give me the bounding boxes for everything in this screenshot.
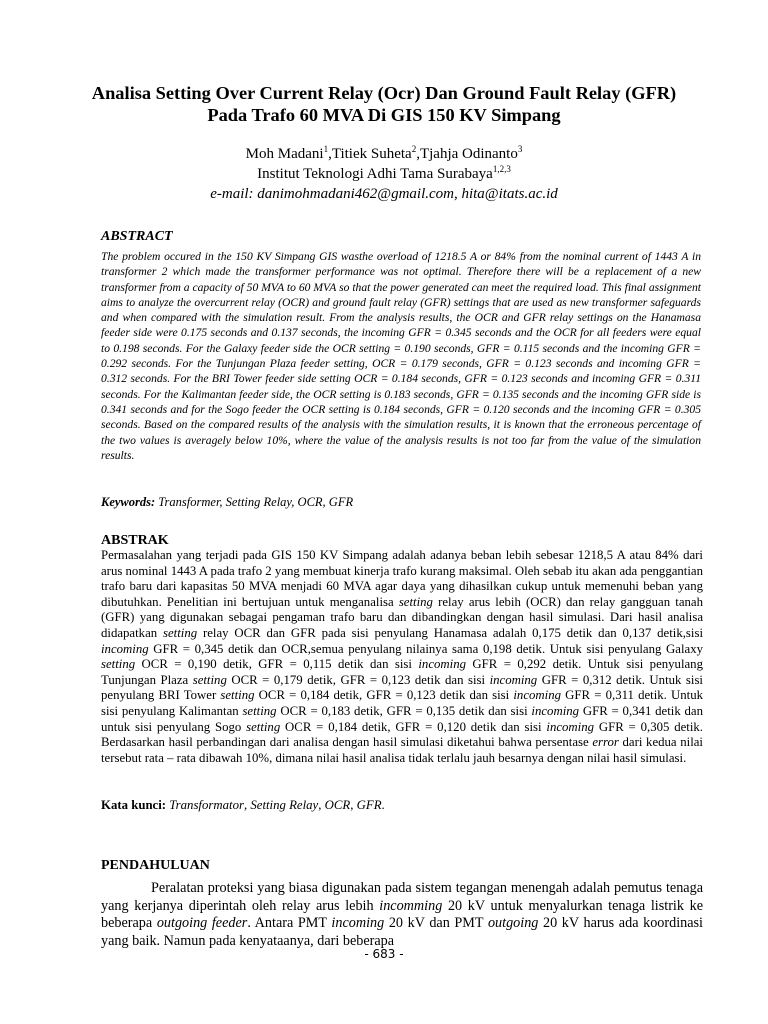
abstrak-text [101, 548, 703, 766]
keywords-value: Transformer, Setting Relay, OCR, GFR [158, 495, 354, 509]
text-run: , [350, 798, 357, 812]
author-affiliation-mark: 3 [517, 144, 523, 154]
author-name: Tjahja Odinanto [419, 146, 518, 162]
text-run: OCR = 0,184 detik, GFR = 0,123 detik dan sisi [254, 688, 514, 703]
italic-term: error [592, 735, 619, 750]
keywords-label: Keywords: [101, 495, 156, 509]
author-affiliation-mark: 1 [323, 144, 329, 154]
page-number: - 683 - [364, 947, 404, 961]
text-run: OCR = 0,190 detik, GFR = 0,115 detik dan sisi [135, 657, 419, 672]
italic-term: incoming [101, 641, 149, 656]
paper-title: Analisa Setting Over Current Relay (Ocr) Dan Ground Fault Relay (GFR) Pada Trafo 60 MVA Di GIS 150 KV Simpang [91, 83, 677, 125]
affiliation [0, 164, 768, 184]
italic-term: setting [101, 657, 136, 672]
italic-term: outgoing feeder [156, 915, 248, 932]
kata-kunci-label: Kata kunci: [101, 798, 167, 812]
italic-term: incoming [331, 915, 385, 932]
text-run: relay OCR dan GFR pada sisi penyulang Hanamasa adalah 0,175 detik dan 0,137 detik,sisi [197, 625, 703, 640]
italic-term: incoming [418, 657, 467, 672]
italic-term: setting [242, 703, 277, 718]
text-run: OCR = 0,179 detik, GFR = 0,123 detik dan sisi [226, 672, 490, 687]
text-run: dari kedua nilai tersebut rata – rata dibawah 10%, dimana nilai hasil analisa tidak terlalu jauh besarnya dengan nilai hasil simulasi. [101, 735, 703, 765]
author-list: Moh Madani$^1$,Titiek Suheta$^2$,Tjahja Odinanto$^3$ [245, 144, 523, 162]
italic-term: Setting Relay [250, 798, 319, 812]
kata-kunci [101, 797, 385, 813]
text-run: . [381, 798, 385, 812]
affiliation-mark: 1,2,3 [492, 164, 511, 174]
intro-text [101, 880, 703, 949]
intro-paragraph [101, 880, 703, 951]
intro-heading: PENDAHULUAN [101, 858, 210, 873]
contact-email: e-mail: danimohmadani462@gmail.com, hita@itats.ac.id [210, 186, 558, 202]
italic-term: setting [246, 719, 281, 734]
abstract-heading: ABSTRACT [101, 229, 173, 244]
italic-term: setting [192, 672, 227, 687]
italic-term: incoming [531, 703, 580, 718]
affiliation-name: Institut Teknologi Adhi Tama Surabaya [257, 166, 493, 182]
italic-term: Transformator [169, 798, 244, 812]
author-affiliation-mark: 2 [411, 144, 417, 154]
keywords-en [101, 494, 353, 510]
italic-term: incoming [546, 719, 595, 734]
text-run: 20 kV dan PMT [384, 915, 488, 932]
text-run: Peralatan proteksi yang biasa digunakan pada sistem tegangan menengah adalah pemutus tenaga yang kerjanya diperintah oleh relay arus lebih [101, 880, 703, 914]
text-run: GFR = 0,311 detik. Untuk sisi penyulang Kalimantan [101, 688, 703, 718]
italic-term: setting [163, 625, 198, 640]
italic-term: incoming [513, 688, 562, 703]
kata-kunci-value [166, 798, 385, 812]
italic-term: incoming [489, 672, 538, 687]
text-run: GFR = 0,305 detik. Berdasarkan hasil perbandingan dari analisa dengan hasil simulasi diketahui bahwa persentase [101, 719, 703, 750]
text-run: GFR = 0,312 detik. Untuk sisi penyulang BRI Tower [101, 672, 703, 703]
text-run: OCR = 0,184 detik, GFR = 0,120 detik dan sisi [280, 719, 547, 734]
author-name: Moh Madani [245, 146, 324, 162]
italic-term: GFR [356, 798, 382, 812]
text-run: GFR = 0,345 detik dan OCR,semua penyulang nilainya sama 0,198 detik. Untuk sisi penyulang Galaxy [148, 641, 703, 656]
text-run: . Antara PMT [247, 915, 332, 932]
author-name: Titiek Suheta [331, 146, 412, 162]
abstract-text: The problem occured in the 150 KV Simpang GIS wasthe overload of 1218.5 A or 84% from the nominal current of 1443 A in transformer 2 which made the transformer performance was not optimal. Therefore there will be a replacement of a new transformer from a capacity of 50 MVA to 60 MVA so that the power generated can meet the required load. This final assignment aims to analyze the overcurrent relay (OCR) and ground fault relay (GFR) settings that are used as new transformer safeguards and when compared with the simulation result. From the analysis results, the OCR and GFR relay settings on the Hanamasa feeder side were 0.175 seconds and 0.137 seconds, the incoming GFR = 0.345 seconds and the OCR for all feeders were equal to 0.198 seconds. For the Galaxy feeder side the OCR setting = 0.190 seconds, GFR = 0.115 seconds and the incoming GFR = 0.292 seconds. For the Tunjungan Plaza feeder setting, OCR = 0.179 seconds, GFR = 0.123 seconds and incoming GFR = 0.312 seconds. For the BRI Tower feeder side setting OCR = 0.184 seconds, GFR = 0.123 seconds and incoming GFR = 0.311 seconds. For the Kalimantan feeder side, the OCR setting is 0.183 seconds, GFR = 0.135 seconds and the incoming GFR side is 0.341 seconds and for the Sogo feeder the OCR setting is 0.184 seconds, GFR = 0.120 seconds and the incoming GFR = 0.305 seconds. Based on the compared results of the analysis with the simulation results, it is known that the erroneous percentage of the two values is averagely below 10%, where the value of the analysis results is not too far from the value of the simulation results. [101, 250, 701, 462]
text-run: , [318, 798, 325, 812]
text-run: GFR = 0,292 detik. Untuk sisi penyulang Tunjungan Plaza [101, 657, 703, 687]
text-run: 20 kV harus ada koordinasi yang baik. Namun pada kenyataanya, dari beberapa [101, 915, 704, 950]
text-run: 20 kV untuk menyalurkan tenaga listrik ke beberapa [101, 897, 703, 932]
italic-term: outgoing [487, 915, 539, 932]
text-run: GFR = 0,341 detik dan untuk sisi penyulang Sogo [101, 703, 703, 734]
italic-term: setting [220, 688, 255, 703]
italic-term: incomming [379, 897, 443, 914]
text-run: Permasalahan yang terjadi pada GIS 150 KV Simpang adalah adanya beban lebih sebesar 1218,5 A atau 84% dari arus nominal 1443 A pada trafo 2 yang membuat kinerja trafo kurang maksimal. Oleh sebab itu akan ada penggantian trafo baru dari kapasitas 50 MVA menjadi 60 MVA agar daya yang dihasilkan cukup untuk memenuhi beban yang dibutuhkan. Penelitian ini bertujuan untuk menganalisa [101, 548, 703, 609]
abstrak-heading: ABSTRAK [101, 533, 169, 548]
text-run: relay arus lebih (OCR) dan relay gangguan tanah (GFR) yang digunakan sebagai pengaman trafo baru dan dibandingkan dengan hasil simulasi. Dari hasil analisa didapatkan [101, 594, 703, 640]
italic-term: OCR [324, 798, 351, 812]
text-run: , [243, 798, 251, 812]
text-run: OCR = 0,183 detik, GFR = 0,135 detik dan sisi [276, 703, 532, 718]
italic-term: setting [398, 594, 433, 609]
